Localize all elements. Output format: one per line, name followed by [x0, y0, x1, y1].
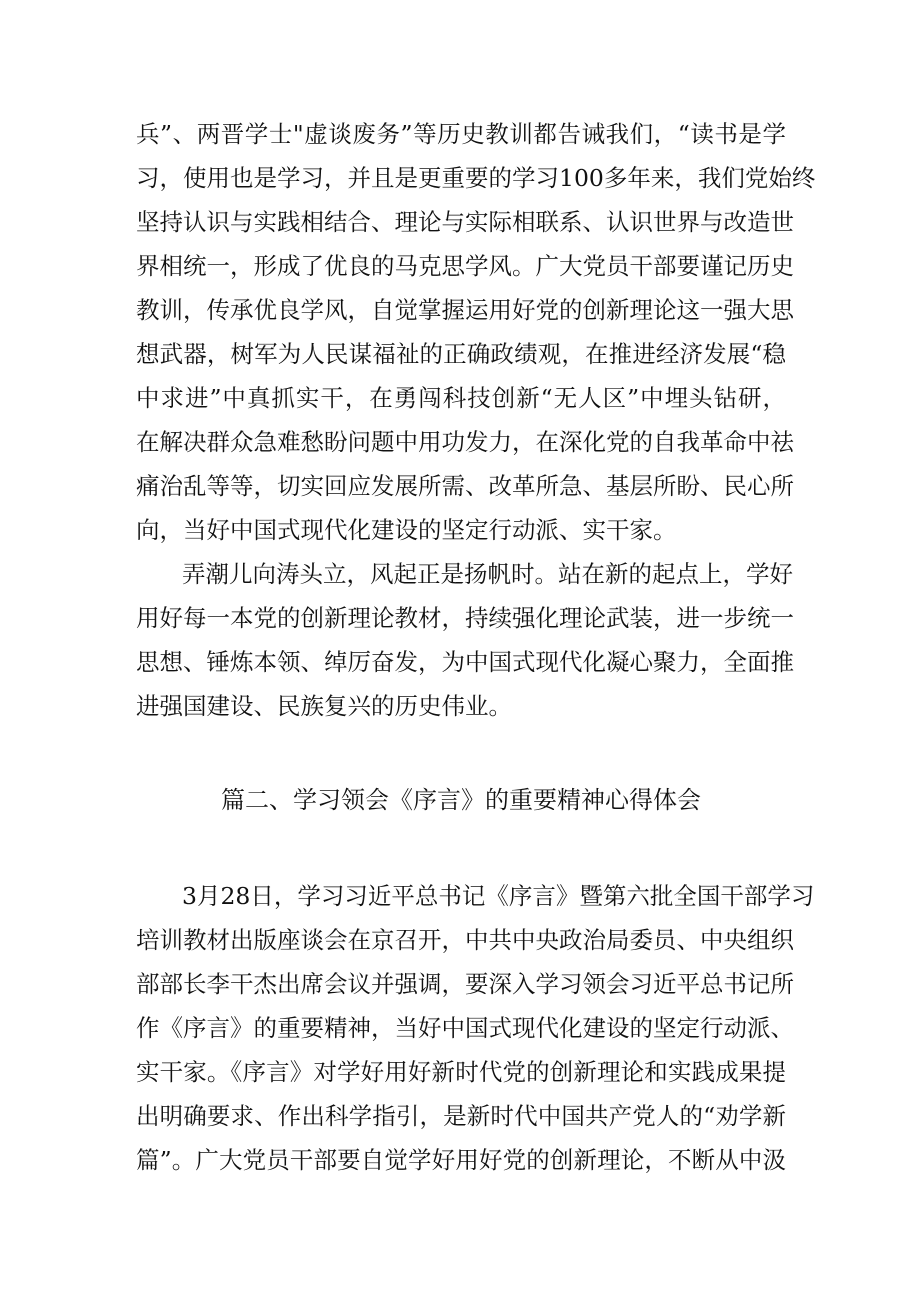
paragraph-2-line: 用好每一本党的创新理论教材，持续强化理论武装，进一步统一: [136, 604, 794, 632]
paragraph-1-line: 在解决群众急难愁盼问题中用功发力，在深化党的自我革命中祛: [136, 428, 794, 456]
paragraph-1-line: 兵”、两晋学士"虚谈废务”等历史教训都告诫我们，“读书是学: [136, 120, 786, 148]
paragraph-1-line: 想武器，树军为人民谋福祉的正确政绩观，在推进经济发展“稳: [136, 340, 786, 368]
paragraph-3-line: 实干家。《序言》对学好用好新时代党的创新理论和实践成果提: [136, 1058, 786, 1086]
paragraph-2-line: 弄潮儿向涛头立，风起正是扬帆时。站在新的起点上，学好: [182, 560, 793, 588]
paragraph-1-line: 界相统一，形成了优良的马克思学风。广大党员干部要谨记历史: [136, 252, 794, 280]
paragraph-3-line: 培训教材出版座谈会在京召开，中共中央政治局委员、中央组织: [136, 926, 794, 954]
paragraph-3-line: 3月28日，学习习近平总书记《序言》暨第六批全国干部学习: [182, 882, 815, 910]
paragraph-3-line: 篇”。广大党员干部要自觉学好用好党的创新理论，不断从中汲: [136, 1146, 786, 1174]
paragraph-3-line: 出明确要求、作出科学指引，是新时代中国共产党人的“劝学新: [136, 1102, 786, 1130]
section-heading: 篇二、学习领会《序言》的重要精神心得体会: [221, 786, 701, 814]
paragraph-2-line: 进强国建设、民族复兴的历史伟业。: [136, 692, 512, 720]
paragraph-1-line: 教训，传承优良学风，自觉掌握运用好党的创新理论这一强大思: [136, 296, 794, 324]
paragraph-3-line: 部部长李干杰出席会议并强调，要深入学习领会习近平总书记所: [136, 970, 794, 998]
paragraph-1-line: 坚持认识与实践相结合、理论与实际相联系、认识世界与改造世: [136, 208, 794, 236]
paragraph-1-line: 习，使用也是学习，并且是更重要的学习100多年来，我们党始终: [136, 164, 816, 192]
paragraph-1-line: 中求进”中真抓实干，在勇闯科技创新“无人区”中埋头钻研，: [136, 384, 786, 412]
paragraph-1-line: 向，当好中国式现代化建设的坚定行动派、实干家。: [136, 516, 677, 544]
paragraph-1-line: 痛治乱等等，切实回应发展所需、改革所急、基层所盼、民心所: [136, 472, 794, 500]
paragraph-3-line: 作《序言》的重要精神，当好中国式现代化建设的坚定行动派、: [136, 1014, 794, 1042]
paragraph-2-line: 思想、锤炼本领、绰厉奋发，为中国式现代化凝心聚力，全面推: [136, 648, 794, 676]
